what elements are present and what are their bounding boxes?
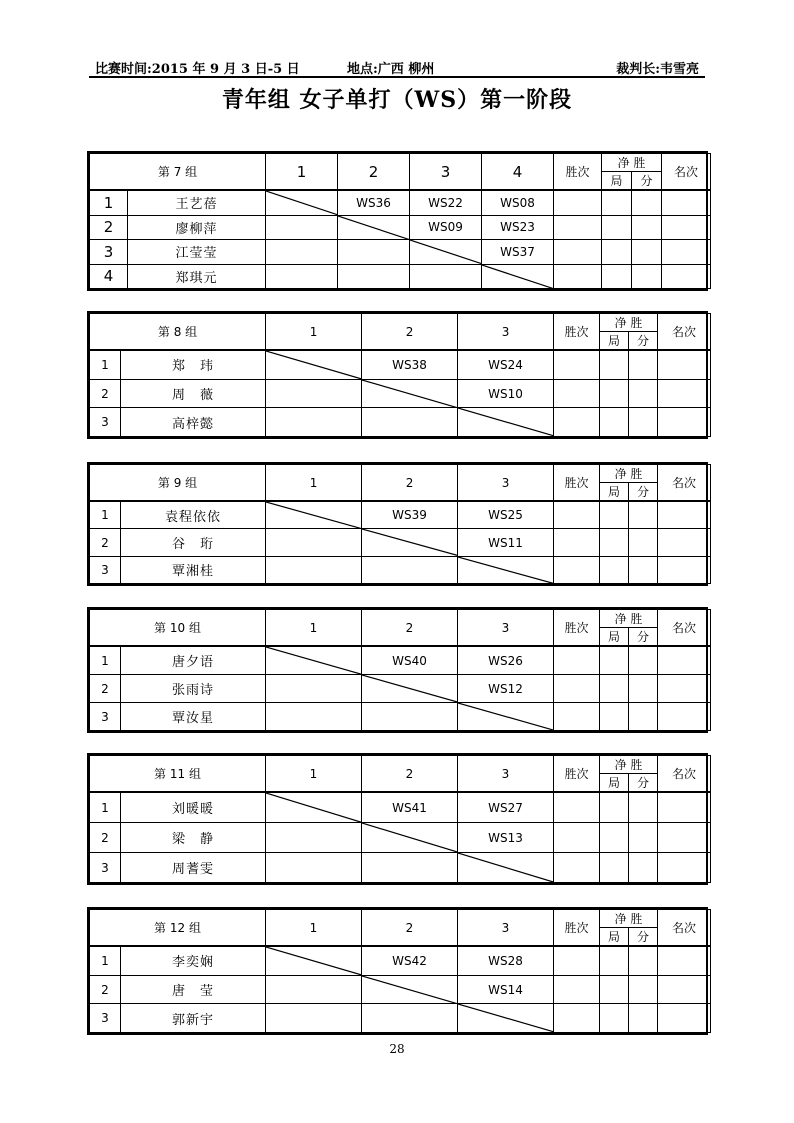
match-cell <box>362 703 458 731</box>
net-label: 净 胜 <box>600 465 657 483</box>
group-table <box>87 311 708 439</box>
player-name: 袁程依依 <box>121 501 266 529</box>
player-number: 2 <box>90 379 121 408</box>
player-name: 郑 玮 <box>121 350 266 379</box>
opponent-number-header: 2 <box>362 610 458 647</box>
net-header <box>600 465 658 502</box>
rank-cell <box>658 853 711 883</box>
diagonal-line <box>266 351 361 379</box>
net-points-cell <box>629 529 658 556</box>
rank-cell <box>658 529 711 556</box>
player-name: 覃汝星 <box>121 703 266 731</box>
player-name: 唐夕语 <box>121 646 266 675</box>
opponent-number-header: 1 <box>266 154 338 191</box>
rank-cell <box>658 946 711 975</box>
net-games-cell <box>600 792 629 823</box>
wins-header: 胜次 <box>554 610 600 647</box>
diagonal-line <box>266 793 361 822</box>
net-games-cell <box>600 350 629 379</box>
net-points-label: 分 <box>637 485 650 499</box>
rank-cell <box>658 823 711 853</box>
player-number: 2 <box>90 529 121 556</box>
match-cell <box>266 556 362 583</box>
net-header-box <box>600 465 657 500</box>
wins-cell <box>554 703 600 731</box>
diagonal-line <box>458 557 553 583</box>
net-sub-labels <box>602 172 661 189</box>
net-games-cell <box>600 501 629 529</box>
net-points-label: 分 <box>637 930 650 944</box>
match-cell <box>266 823 362 853</box>
opponent-number-header: 2 <box>362 465 458 502</box>
player-name: 覃湘桂 <box>121 556 266 583</box>
net-points-cell <box>632 190 662 215</box>
rank-cell <box>658 379 711 408</box>
net-games-cell <box>600 529 629 556</box>
player-number: 1 <box>90 501 121 529</box>
net-label: 净 胜 <box>600 610 657 628</box>
match-cell: WS36 <box>338 190 410 215</box>
match-cell <box>410 264 482 288</box>
opponent-number-header: 1 <box>266 910 362 947</box>
match-cell <box>338 240 410 264</box>
wins-cell <box>554 675 600 703</box>
rank-header: 名次 <box>658 756 711 793</box>
player-row <box>90 1004 711 1033</box>
net-games-cell <box>600 408 629 437</box>
net-points-cell <box>632 215 662 239</box>
match-cell <box>266 1004 362 1033</box>
wins-cell <box>554 975 600 1004</box>
player-number: 4 <box>90 264 128 288</box>
diagonal-line <box>458 1004 553 1032</box>
page-title: 青年组 女子单打（WS）第一阶段 <box>221 87 573 113</box>
player-row <box>90 529 711 556</box>
player-name: 梁 静 <box>121 823 266 853</box>
net-games-label: 局 <box>600 332 629 349</box>
match-cell <box>266 215 338 239</box>
diagonal-cell <box>410 240 482 264</box>
net-games-cell <box>600 379 629 408</box>
page-header <box>89 56 705 78</box>
net-points-cell <box>632 264 662 288</box>
net-games-cell <box>600 646 629 675</box>
diagonal-cell <box>266 350 362 379</box>
player-name: 郭新宇 <box>121 1004 266 1033</box>
player-number: 3 <box>90 556 121 583</box>
diagonal-line <box>410 240 481 263</box>
player-number: 2 <box>90 675 121 703</box>
player-row <box>90 646 711 675</box>
net-sub-labels <box>600 928 657 945</box>
player-row <box>90 975 711 1004</box>
net-header <box>600 756 658 793</box>
player-name: 高梓懿 <box>121 408 266 437</box>
net-games-label: 局 <box>600 483 629 500</box>
match-cell: WS24 <box>458 350 554 379</box>
player-name: 张雨诗 <box>121 675 266 703</box>
opponent-number-header: 3 <box>410 154 482 191</box>
net-games-cell <box>602 264 632 288</box>
match-cell: WS12 <box>458 675 554 703</box>
opponent-number-header: 3 <box>458 756 554 793</box>
rank-cell <box>658 792 711 823</box>
match-cell <box>266 408 362 437</box>
net-sub-labels <box>600 483 657 500</box>
match-cell: WS39 <box>362 501 458 529</box>
rank-header: 名次 <box>658 465 711 502</box>
player-row <box>90 264 711 288</box>
wins-cell <box>554 1004 600 1033</box>
net-sub-labels <box>600 628 657 645</box>
group-label: 第 9 组 <box>90 465 266 502</box>
player-row <box>90 215 711 239</box>
diagonal-cell <box>338 215 410 239</box>
match-cell <box>362 556 458 583</box>
rank-cell <box>658 646 711 675</box>
diagonal-cell <box>458 853 554 883</box>
net-games-cell <box>600 853 629 883</box>
group-label: 第 8 组 <box>90 314 266 351</box>
net-games-label: 局 <box>600 628 629 645</box>
net-games-cell <box>602 240 632 264</box>
net-games-cell <box>602 190 632 215</box>
rank-header: 名次 <box>662 154 711 191</box>
rank-cell <box>658 675 711 703</box>
player-row <box>90 408 711 437</box>
diagonal-line <box>362 976 457 1004</box>
diagonal-cell <box>458 556 554 583</box>
venue: 地点:广西 柳州 <box>347 62 435 77</box>
rank-cell <box>662 215 711 239</box>
opponent-number-header: 2 <box>362 314 458 351</box>
wins-cell <box>554 946 600 975</box>
net-header-box <box>600 610 657 645</box>
rank-cell <box>662 264 711 288</box>
rank-cell <box>658 350 711 379</box>
match-cell <box>266 675 362 703</box>
net-points-label: 分 <box>640 174 653 188</box>
diagonal-cell <box>266 792 362 823</box>
player-number: 1 <box>90 792 121 823</box>
diagonal-line <box>338 216 409 239</box>
group-label: 第 7 组 <box>90 154 266 191</box>
net-points-cell <box>629 792 658 823</box>
diagonal-cell <box>266 646 362 675</box>
net-label: 净 胜 <box>600 756 657 774</box>
opponent-number-header: 3 <box>458 465 554 502</box>
diagonal-line <box>362 529 457 555</box>
player-number: 1 <box>90 646 121 675</box>
net-points-cell <box>629 703 658 731</box>
player-name: 王艺蓓 <box>128 190 266 215</box>
match-cell: WS42 <box>362 946 458 975</box>
player-row <box>90 350 711 379</box>
player-row <box>90 501 711 529</box>
player-number: 2 <box>90 823 121 853</box>
diagonal-cell <box>266 190 338 215</box>
match-cell <box>362 1004 458 1033</box>
net-games-cell <box>602 215 632 239</box>
rank-cell <box>662 190 711 215</box>
group-table <box>87 907 708 1035</box>
wins-cell <box>554 240 602 264</box>
player-name: 李奕娴 <box>121 946 266 975</box>
wins-cell <box>554 823 600 853</box>
diagonal-line <box>266 647 361 674</box>
match-cell: WS40 <box>362 646 458 675</box>
player-number: 3 <box>90 853 121 883</box>
match-cell: WS26 <box>458 646 554 675</box>
diagonal-cell <box>362 675 458 703</box>
group-label: 第 10 组 <box>90 610 266 647</box>
opponent-number-header: 1 <box>266 465 362 502</box>
player-name: 周蓍雯 <box>121 853 266 883</box>
diagonal-cell <box>458 703 554 731</box>
match-cell <box>266 379 362 408</box>
diagonal-line <box>458 853 553 882</box>
net-games-cell <box>600 556 629 583</box>
net-points-cell <box>629 975 658 1004</box>
match-cell: WS41 <box>362 792 458 823</box>
opponent-number-header: 1 <box>266 610 362 647</box>
player-row <box>90 823 711 853</box>
match-time: 比赛时间:2015 年 9 月 3 日-5 日 <box>95 62 300 77</box>
net-games-cell <box>600 975 629 1004</box>
net-header <box>600 610 658 647</box>
rank-header: 名次 <box>658 314 711 351</box>
rank-cell <box>662 240 711 264</box>
wins-cell <box>554 264 602 288</box>
diagonal-line <box>482 265 553 288</box>
rank-header: 名次 <box>658 910 711 947</box>
diagonal-cell <box>362 529 458 556</box>
diagonal-line <box>362 675 457 702</box>
group-table <box>87 462 708 586</box>
opponent-number-header: 2 <box>362 756 458 793</box>
wins-cell <box>554 379 600 408</box>
match-cell <box>362 853 458 883</box>
net-points-cell <box>629 350 658 379</box>
group-table <box>87 607 708 733</box>
match-cell <box>266 240 338 264</box>
group-label: 第 12 组 <box>90 910 266 947</box>
diagonal-cell <box>458 408 554 437</box>
player-number: 3 <box>90 703 121 731</box>
match-cell <box>266 264 338 288</box>
rank-cell <box>658 975 711 1004</box>
player-number: 1 <box>90 946 121 975</box>
net-points-cell <box>629 556 658 583</box>
net-games-label: 局 <box>600 928 629 945</box>
wins-cell <box>554 646 600 675</box>
net-points-label: 分 <box>637 776 650 790</box>
opponent-number-header: 3 <box>458 910 554 947</box>
opponent-number-header: 3 <box>458 610 554 647</box>
diagonal-line <box>266 502 361 528</box>
player-row <box>90 190 711 215</box>
player-name: 廖柳萍 <box>128 215 266 239</box>
net-points-cell <box>629 408 658 437</box>
match-cell <box>362 408 458 437</box>
net-points-cell <box>629 853 658 883</box>
diagonal-cell <box>362 975 458 1004</box>
net-points-cell <box>629 1004 658 1033</box>
net-points-cell <box>629 823 658 853</box>
opponent-number-header: 2 <box>338 154 410 191</box>
wins-cell <box>554 350 600 379</box>
match-cell: WS28 <box>458 946 554 975</box>
match-cell <box>266 975 362 1004</box>
match-cell: WS23 <box>482 215 554 239</box>
diagonal-line <box>362 380 457 408</box>
wins-cell <box>554 215 602 239</box>
rank-cell <box>658 556 711 583</box>
rank-cell <box>658 408 711 437</box>
diagonal-line <box>266 947 361 975</box>
player-number: 2 <box>90 215 128 239</box>
rank-cell <box>658 703 711 731</box>
diagonal-cell <box>362 823 458 853</box>
net-points-cell <box>629 501 658 529</box>
match-cell: WS22 <box>410 190 482 215</box>
player-name: 谷 珩 <box>121 529 266 556</box>
player-row <box>90 379 711 408</box>
player-row <box>90 792 711 823</box>
player-row <box>90 675 711 703</box>
wins-header: 胜次 <box>554 314 600 351</box>
wins-cell <box>554 556 600 583</box>
player-name: 郑琪元 <box>128 264 266 288</box>
wins-cell <box>554 190 602 215</box>
player-row <box>90 556 711 583</box>
net-games-cell <box>600 675 629 703</box>
rank-cell <box>658 501 711 529</box>
net-points-cell <box>632 240 662 264</box>
diagonal-cell <box>266 946 362 975</box>
net-header <box>600 314 658 351</box>
net-games-cell <box>600 703 629 731</box>
net-header-box <box>602 154 661 189</box>
net-header <box>602 154 662 191</box>
wins-cell <box>554 529 600 556</box>
player-number: 1 <box>90 190 128 215</box>
net-points-cell <box>629 675 658 703</box>
match-cell <box>266 853 362 883</box>
wins-header: 胜次 <box>554 756 600 793</box>
opponent-number-header: 1 <box>266 756 362 793</box>
diagonal-cell <box>458 1004 554 1033</box>
net-games-cell <box>600 1004 629 1033</box>
net-points-label: 分 <box>637 334 650 348</box>
net-points-label: 分 <box>637 630 650 644</box>
player-number: 2 <box>90 975 121 1004</box>
player-row <box>90 703 711 731</box>
wins-cell <box>554 792 600 823</box>
net-label: 净 胜 <box>600 314 657 332</box>
net-label: 净 胜 <box>602 154 661 172</box>
net-header-box <box>600 910 657 945</box>
group-table <box>87 151 708 291</box>
match-cell: WS08 <box>482 190 554 215</box>
net-header-box <box>600 756 657 791</box>
wins-cell <box>554 501 600 529</box>
match-cell: WS11 <box>458 529 554 556</box>
player-name: 江莹莹 <box>128 240 266 264</box>
rank-cell <box>658 1004 711 1033</box>
opponent-number-header: 3 <box>458 314 554 351</box>
chief-referee: 裁判长:韦雪亮 <box>616 62 699 77</box>
match-cell: WS25 <box>458 501 554 529</box>
wins-header: 胜次 <box>554 910 600 947</box>
match-cell <box>266 529 362 556</box>
match-cell: WS27 <box>458 792 554 823</box>
player-number: 3 <box>90 408 121 437</box>
rank-header: 名次 <box>658 610 711 647</box>
wins-header: 胜次 <box>554 465 600 502</box>
match-cell: WS38 <box>362 350 458 379</box>
opponent-number-header: 2 <box>362 910 458 947</box>
player-name: 周 薇 <box>121 379 266 408</box>
diagonal-line <box>458 703 553 730</box>
diagonal-cell <box>362 379 458 408</box>
net-header <box>600 910 658 947</box>
net-points-cell <box>629 946 658 975</box>
player-number: 1 <box>90 350 121 379</box>
net-sub-labels <box>600 774 657 791</box>
diagonal-cell <box>482 264 554 288</box>
match-cell: WS09 <box>410 215 482 239</box>
match-cell <box>338 264 410 288</box>
match-cell: WS13 <box>458 823 554 853</box>
player-name: 刘暖暖 <box>121 792 266 823</box>
match-cell: WS14 <box>458 975 554 1004</box>
opponent-number-header: 4 <box>482 154 554 191</box>
net-games-cell <box>600 946 629 975</box>
match-cell <box>266 703 362 731</box>
net-label: 净 胜 <box>600 910 657 928</box>
player-row <box>90 853 711 883</box>
diagonal-line <box>266 191 337 215</box>
net-points-cell <box>629 379 658 408</box>
match-cell: WS37 <box>482 240 554 264</box>
player-number: 3 <box>90 240 128 264</box>
player-name: 唐 莹 <box>121 975 266 1004</box>
net-games-label: 局 <box>602 172 632 189</box>
wins-cell <box>554 408 600 437</box>
diagonal-line <box>362 823 457 852</box>
net-games-cell <box>600 823 629 853</box>
wins-header: 胜次 <box>554 154 602 191</box>
net-sub-labels <box>600 332 657 349</box>
diagonal-line <box>458 408 553 436</box>
wins-cell <box>554 853 600 883</box>
group-label: 第 11 组 <box>90 756 266 793</box>
net-points-cell <box>629 646 658 675</box>
match-cell: WS10 <box>458 379 554 408</box>
group-table <box>87 753 708 885</box>
player-row <box>90 240 711 264</box>
diagonal-cell <box>266 501 362 529</box>
page-number: 28 <box>389 1042 405 1056</box>
net-games-label: 局 <box>600 774 629 791</box>
net-header-box <box>600 314 657 349</box>
player-number: 3 <box>90 1004 121 1033</box>
opponent-number-header: 1 <box>266 314 362 351</box>
player-row <box>90 946 711 975</box>
